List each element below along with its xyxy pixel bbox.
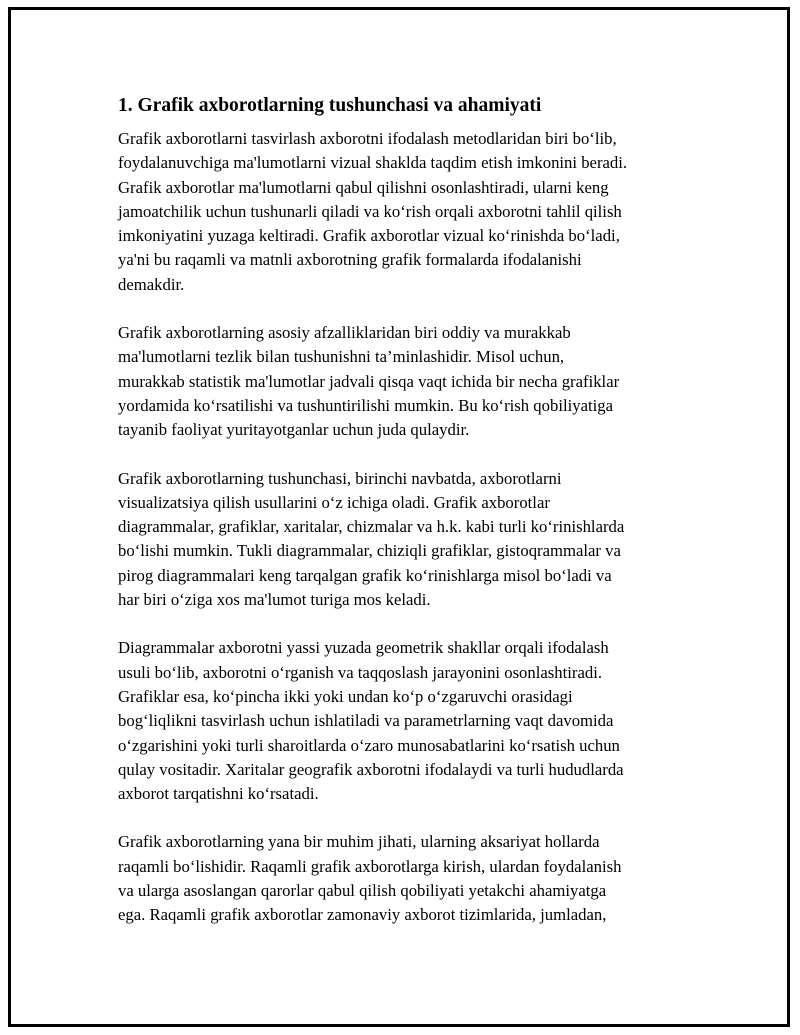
- paragraph-line: Diagrammalar axborotni yassi yuzada geometrik shakllar orqali ifodalash: [118, 638, 609, 658]
- paragraph-1: [118, 127, 688, 297]
- paragraph-line: visualizatsiya qilish usullarini o‘z ichiga oladi. Grafik axborotlar: [118, 492, 550, 512]
- paragraph-line: ma'lumotlarni tezlik bilan tushunishni ta’minlashidir. Misol uchun,: [118, 347, 565, 367]
- paragraph-line: axborot tarqatishni ko‘rsatadi.: [118, 784, 319, 804]
- paragraph-line: murakkab statistik ma'lumotlar jadvali qisqa vaqt ichida bir necha grafiklar: [118, 371, 620, 391]
- paragraph-line: o‘zgarishini yoki turli sharoitlarda o‘zaro munosabatlarini ko‘rsatish uchun: [118, 735, 620, 755]
- paragraph-line: Grafik axborotlarni tasvirlash axborotni ifodalash metodlaridan biri bo‘lib,: [118, 129, 617, 148]
- paragraph-line: imkoniyatini yuzaga keltiradi. Grafik axborotlar vizual ko‘rinishda bo‘ladi,: [118, 226, 620, 246]
- paragraph-line: bog‘liqlikni tasvirlash uchun ishlatiladi va parametrlarning vaqt davomida: [118, 711, 614, 731]
- paragraph-line: tayanib faoliyat yuritayotganlar uchun juda qulaydir.: [118, 420, 470, 440]
- paragraph-3: [118, 467, 688, 613]
- paragraph-line: Grafik axborotlarning asosiy afzalliklaridan biri oddiy va murakkab: [118, 323, 571, 343]
- paragraph-5: [118, 830, 688, 927]
- paragraph-line: Grafiklar esa, ko‘pincha ikki yoki undan ko‘p o‘zgaruvchi orasidagi: [118, 686, 573, 706]
- paragraph-line: pirog diagrammalari keng tarqalgan grafik ko‘rinishlarga misol bo‘ladi va: [118, 565, 612, 585]
- section-heading: 1. Grafik axborotlarning tushunchasi va ahamiyati: [118, 95, 542, 116]
- paragraph-line: Grafik axborotlar ma'lumotlarni qabul qilishni osonlashtiradi, ularni keng: [118, 177, 609, 197]
- paragraph-line: ya'ni bu raqamli va matnli axborotning grafik formalarda ifodalanishi: [118, 250, 582, 270]
- paragraph-line: va ularga asoslangan qarorlar qabul qilish qobiliyati yetakchi ahamiyatga: [118, 881, 607, 901]
- paragraph-line: foydalanuvchiga ma'lumotlarni vizual shaklda taqdim etish imkonini beradi.: [118, 153, 628, 173]
- paragraph-line: ega. Raqamli grafik axborotlar zamonaviy axborot tizimlarida, jumladan,: [118, 905, 607, 925]
- paragraph-line: har biri o‘ziga xos ma'lumot turiga mos keladi.: [118, 590, 431, 610]
- paragraph-line: demakdir.: [118, 274, 185, 294]
- paragraph-line: usuli bo‘lib, axborotni o‘rganish va taqqoslash jarayonini osonlashtiradi.: [118, 662, 603, 682]
- paragraph-line: bo‘lishi mumkin. Tukli diagrammalar, chiziqli grafiklar, gistoqrammalar va: [118, 541, 621, 561]
- paragraph-4: [118, 636, 688, 806]
- paragraph-line: yordamida ko‘rsatilishi va tushuntirilishi mumkin. Bu ko‘rish qobiliyatiga: [118, 395, 614, 415]
- paragraph-line: diagrammalar, grafiklar, xaritalar, chizmalar va h.k. kabi turli ko‘rinishlarda: [118, 517, 625, 537]
- paragraph-line: jamoatchilik uchun tushunarli qiladi va ko‘rish orqali axborotni tahlil qilish: [118, 201, 622, 221]
- paragraph-line: Grafik axborotlarning yana bir muhim jihati, ularning aksariyat hollarda: [118, 832, 600, 852]
- paragraph-2: [118, 321, 688, 442]
- paragraph-line: raqamli bo‘lishidir. Raqamli grafik axborotlarga kirish, ulardan foydalanish: [118, 856, 622, 876]
- paragraph-line: qulay vositadir. Xaritalar geografik axborotni ifodalaydi va turli hududlarda: [118, 759, 624, 779]
- document-body: [118, 93, 688, 952]
- paragraph-line: Grafik axborotlarning tushunchasi, birinchi navbatda, axborotlarni: [118, 468, 562, 488]
- paragraph-container: [118, 127, 688, 928]
